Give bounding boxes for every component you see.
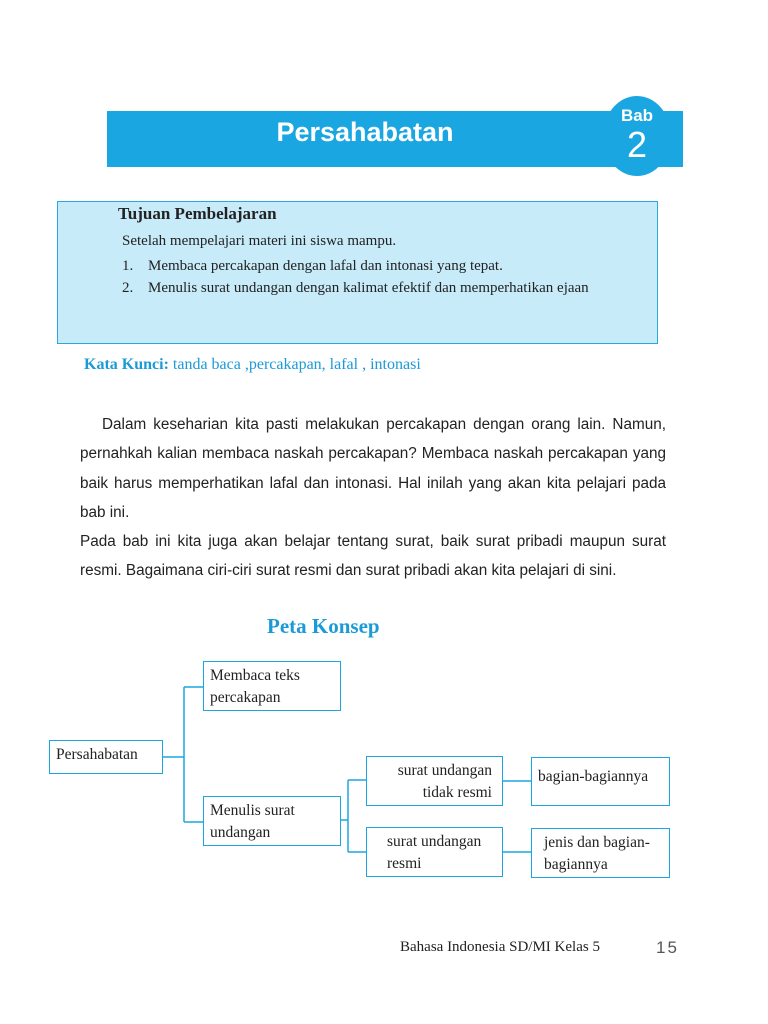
concept-map-title: Peta Konsep [267, 614, 380, 638]
paragraph: Pada bab ini kita juga akan belajar tentang surat, baik surat pribadi maupun surat resmi. Bagaimana ciri-ciri surat resmi dan surat pribadi akan kita pelajari di sini. [80, 533, 666, 580]
objectives-heading: Tujuan Pembelajaran [118, 204, 277, 223]
objectives-intro: Setelah mempelajari materi ini siswa mampu. [122, 233, 397, 249]
objective-text: Menulis surat undangan dengan kalimat efektif dan memperhatikan ejaan [148, 280, 589, 296]
chapter-badge-label: Bab [620, 106, 654, 125]
page-number: 15 [656, 938, 679, 957]
paragraph: Dalam keseharian kita pasti melakukan percakapan dengan orang lain. Namun, pernahkah kalian membaca naskah percakapan? Membaca naskah percakapan yang baik harus memperhatikan lafal dan intonasi. Hal inilah yang akan kita pelajari pada bab ini. [80, 416, 666, 521]
chapter-number: 2 [626, 124, 648, 165]
footer-book-title: Bahasa Indonesia SD/MI Kelas 5 [400, 939, 600, 955]
concept-informal-box: surat undangan tidak resmi [366, 756, 503, 806]
keywords-label: Kata Kunci: [84, 356, 169, 373]
concept-formal-box: surat undangan resmi [366, 827, 503, 877]
keywords-value: tanda baca ,percakapan, lafal , intonasi [172, 356, 421, 373]
concept-informal-detail-box: bagian-bagiannya [531, 757, 670, 806]
concept-writing-box: Menulis surat undangan [203, 796, 341, 846]
chapter-title: Persahabatan [276, 117, 454, 147]
objective-text: Membaca percakapan dengan lafal dan intonasi yang tepat. [148, 258, 503, 274]
objective-number: 2. [122, 280, 134, 296]
concept-formal-detail-box: jenis dan bagian-bagiannya [531, 828, 670, 878]
concept-root-box: Persahabatan [49, 740, 163, 774]
concept-reading-box: Membaca teks percakapan [203, 661, 341, 711]
objective-number: 1. [122, 258, 134, 274]
